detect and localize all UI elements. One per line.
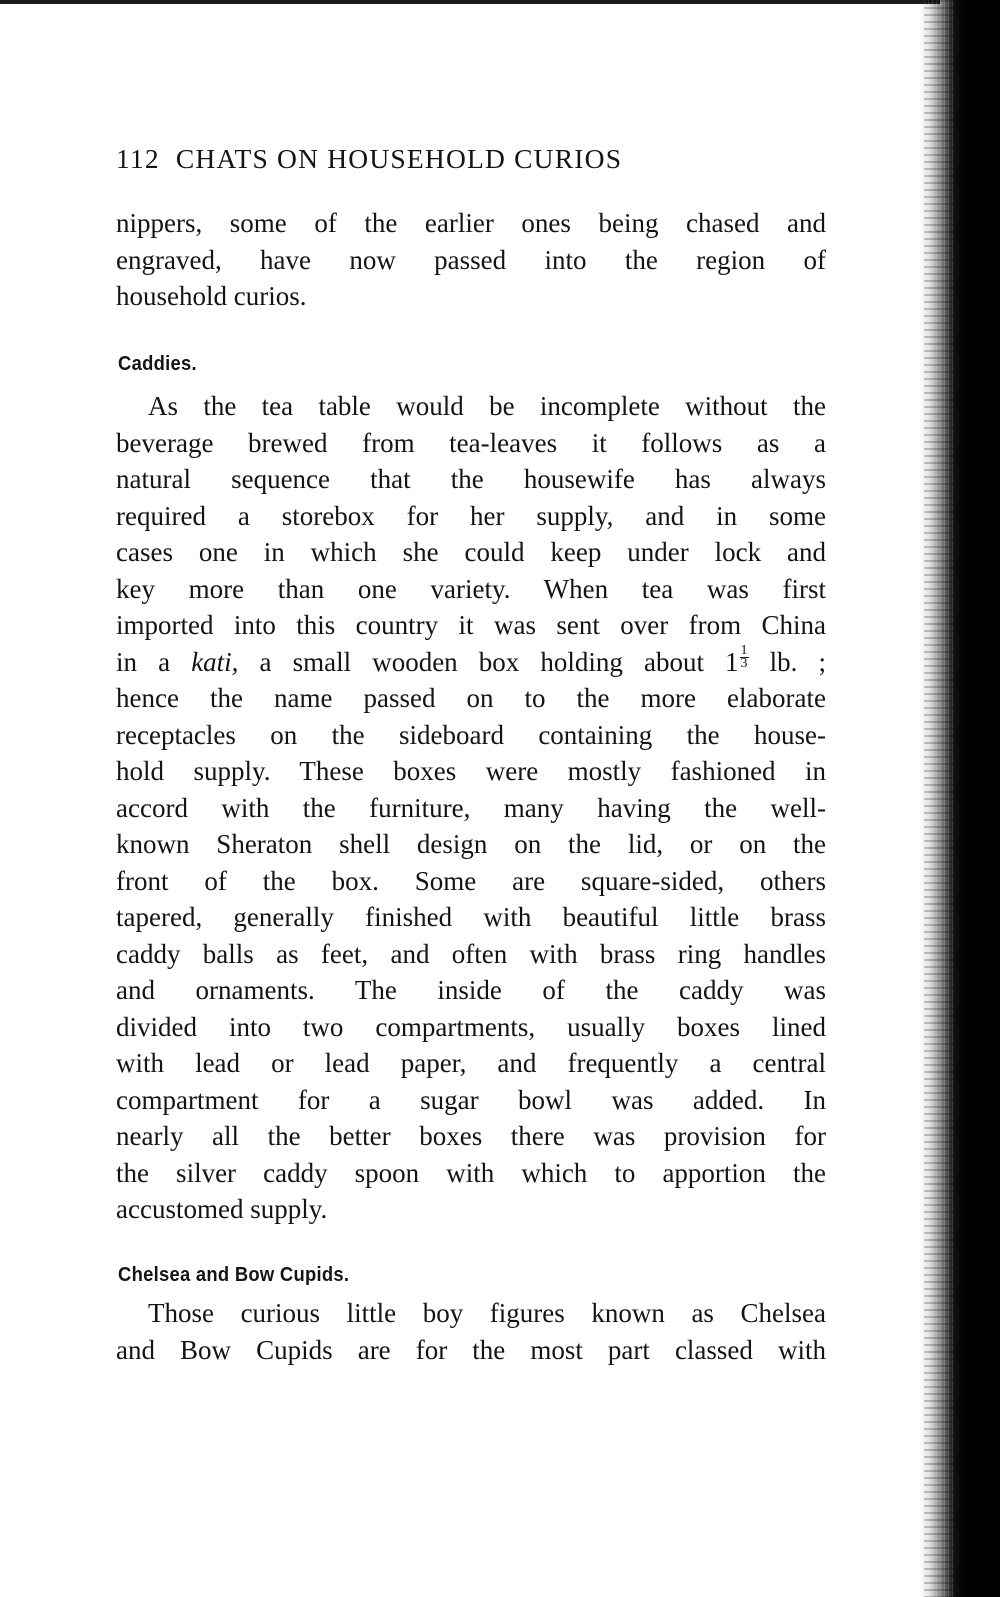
text-line: accord with the furniture, many having the well- xyxy=(116,792,826,823)
text-line: required a storebox for her supply, and in some xyxy=(116,500,826,531)
text-line: receptacles on the sideboard containing the house- xyxy=(116,719,826,750)
page-number: 112 xyxy=(116,143,160,174)
text-line: engraved, have now passed into the region of xyxy=(116,244,826,275)
text-line: imported into this country it was sent over from China xyxy=(116,610,826,640)
text-line: beverage brewed from tea-leaves it follows as a xyxy=(116,427,826,458)
text-line: As the tea table would be incomplete without the xyxy=(148,391,826,421)
text-line: household curios. xyxy=(116,281,307,311)
text-line: divided into two compartments, usually boxes lined xyxy=(116,1011,826,1042)
text-line: nippers, some of the earlier ones being chased and xyxy=(116,208,826,238)
book-spine-texture xyxy=(924,0,954,1597)
text-line: tapered, generally finished with beautiful little brass xyxy=(116,902,826,932)
section-heading-caddies: Caddies. xyxy=(118,353,197,375)
text-line: caddy balls as feet, and often with brass ring handles xyxy=(116,938,826,969)
text-line: nearly all the better boxes there was provision for xyxy=(116,1121,826,1151)
text-line: and ornaments. The inside of the caddy was xyxy=(116,975,826,1005)
text-line: hence the name passed on to the more elaborate xyxy=(116,683,826,713)
top-edge-rule xyxy=(0,0,940,4)
fraction-one-third: $\frac{1}{3}$ xyxy=(740,642,748,671)
kati-term: kati, xyxy=(191,646,239,677)
text-line: known Sheraton shell design on the lid, or on the xyxy=(116,829,826,859)
section-heading-cupids: Chelsea and Bow Cupids. xyxy=(118,1264,350,1286)
text-line: cases one in which she could keep under lock and xyxy=(116,537,826,567)
text-line: with lead or lead paper, and frequently a central xyxy=(116,1048,826,1078)
text-line: key more than one variety. When tea was first xyxy=(116,573,826,604)
cupids-paragraph xyxy=(116,1295,826,1368)
text-line: compartment for a sugar bowl was added. In xyxy=(116,1084,826,1115)
intro-paragraph xyxy=(116,205,826,315)
text-line: front of the box. Some are square-sided, others xyxy=(116,865,826,896)
running-head xyxy=(116,143,826,175)
text-line: the silver caddy spoon with which to apportion the xyxy=(116,1157,826,1188)
text-line: and Bow Cupids are for the most part classed with xyxy=(116,1334,826,1365)
text-line: hold supply. These boxes were mostly fashioned in xyxy=(116,756,826,786)
caddies-paragraph xyxy=(116,388,826,1228)
text-line: Those curious little boy figures known as Chelsea xyxy=(148,1298,826,1328)
text-line: natural sequence that the housewife has always xyxy=(116,464,826,494)
book-title: CHATS ON HOUSEHOLD CURIOS xyxy=(175,143,623,174)
text-line-kati: in a kati, a small wooden box holding about 1 $\frac{1}{3}$ lb. ; xyxy=(116,642,826,677)
text-line: accustomed supply. xyxy=(116,1194,328,1224)
